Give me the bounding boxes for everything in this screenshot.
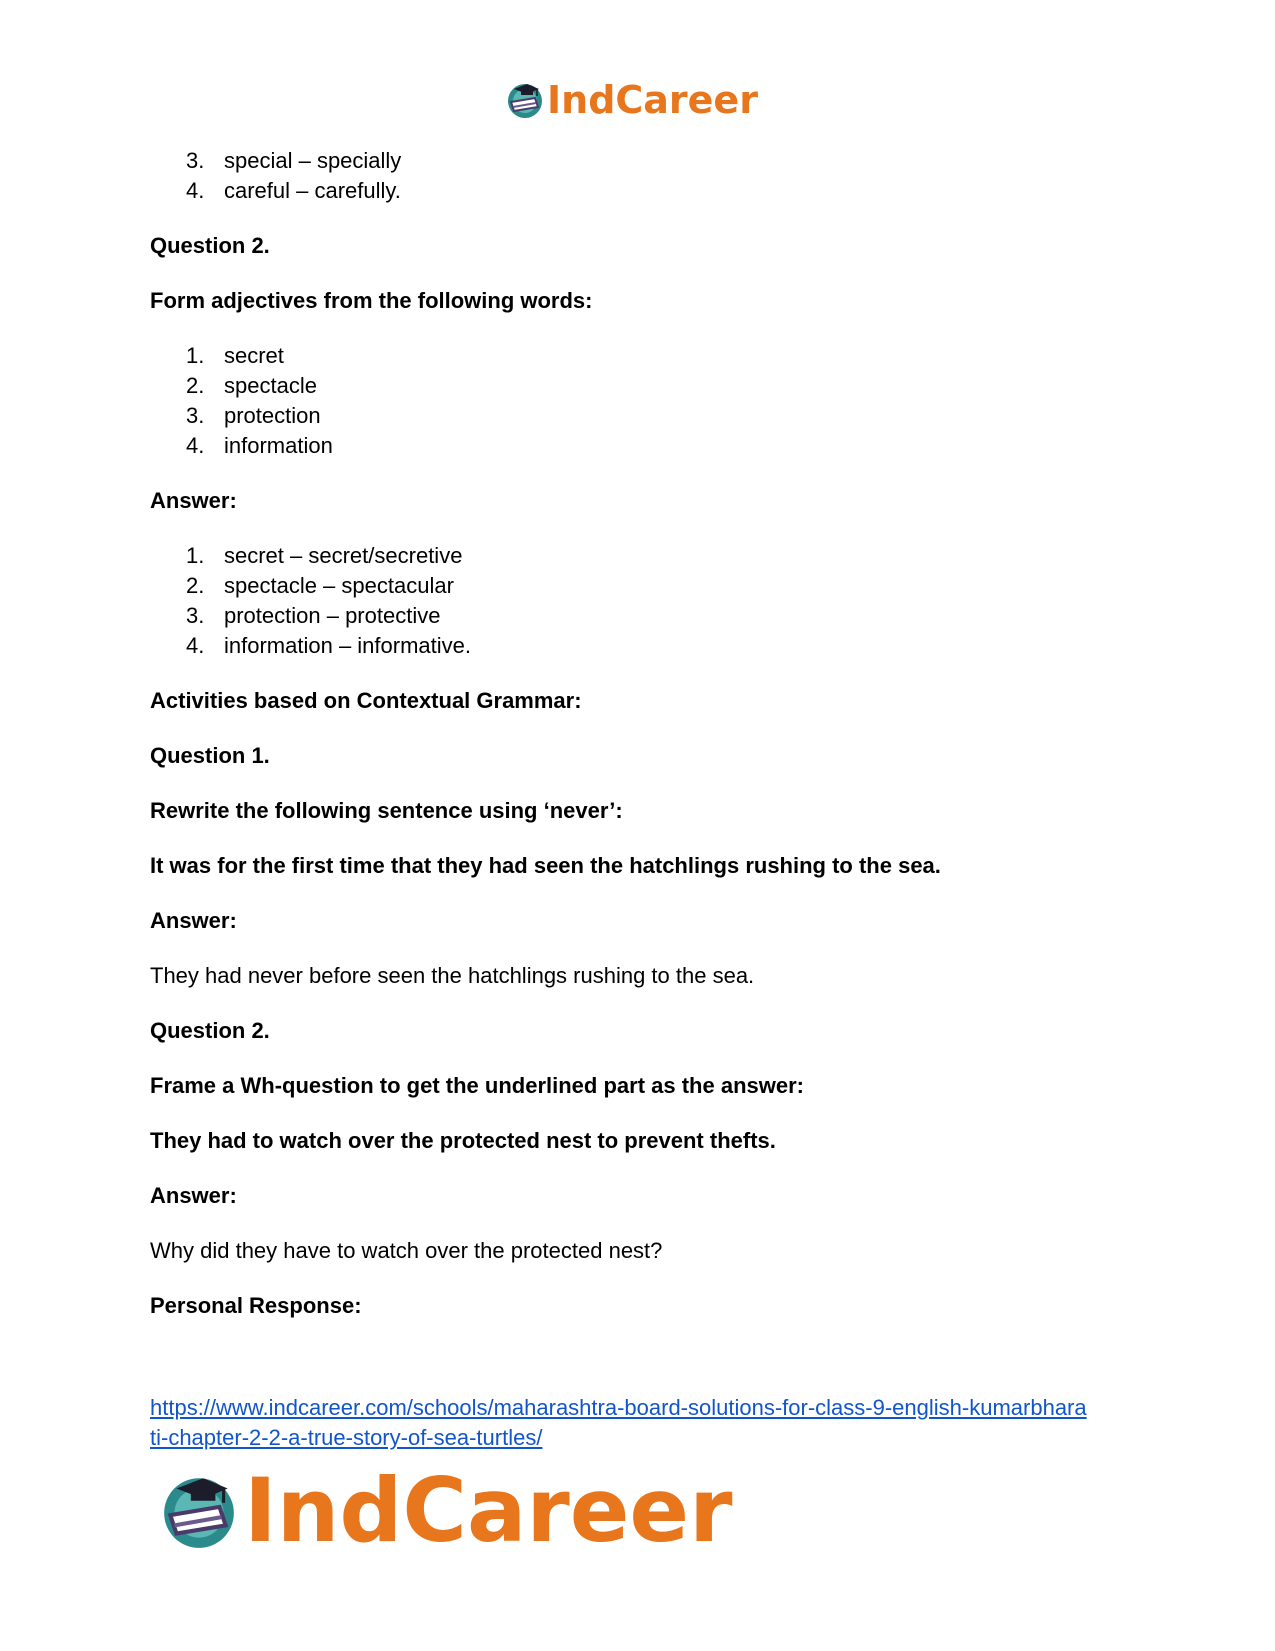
list-item: 3. protection [186,403,321,428]
top-list [150,146,1150,206]
question-prompt: Rewrite the following sentence using ‘never’: [150,798,623,823]
question-prompt: Frame a Wh-question to get the underlined part as the answer: [150,1073,804,1098]
answer-text: Why did they have to watch over the protected nest? [150,1238,663,1263]
footer-logo [158,1459,733,1562]
brand-name: IndCareer [244,1459,733,1562]
list-item: 2. spectacle [186,373,317,398]
header-logo [505,80,758,120]
question-heading: Question 2. [150,1018,270,1043]
list-item: 3. special – specially [186,148,402,173]
list-item: 2. spectacle – spectacular [186,573,454,598]
answer-list [150,541,1150,661]
source-link[interactable]: https://www.indcareer.com/schools/maharashtra-board-solutions-for-class-9-english-kumarbhara ti-chapter-2-2-a-true-story-of-sea-turtles/ [150,1395,1087,1450]
graduation-book-globe-icon [505,80,545,120]
answer-label: Answer: [150,488,237,513]
list-item: 3. protection – protective [186,603,441,628]
list-item: 4. information [186,433,333,458]
answer-label: Answer: [150,1183,237,1208]
personal-response-heading: Personal Response: [150,1293,362,1318]
graduation-book-globe-icon [158,1470,240,1552]
question-prompt: Form adjectives from the following words: [150,288,593,313]
brand-name: IndCareer [547,78,758,122]
answer-text: They had never before seen the hatchlings rushing to the sea. [150,963,755,988]
list-item: 4. information – informative. [186,633,471,658]
document-body [150,146,1150,1346]
section-title: Activities based on Contextual Grammar: [150,688,582,713]
source-link-block [150,1393,1130,1453]
question-sentence: It was for the first time that they had seen the hatchlings rushing to the sea. [150,853,941,878]
list-item: 4. careful – carefully. [186,178,401,203]
list-item: 1. secret [186,343,284,368]
question-sentence: They had to watch over the protected nest to prevent thefts. [150,1128,776,1153]
list-item: 1. secret – secret/secretive [186,543,463,568]
answer-label: Answer: [150,908,237,933]
question-heading: Question 1. [150,743,270,768]
word-list [150,341,1150,461]
question-heading: Question 2. [150,233,270,258]
